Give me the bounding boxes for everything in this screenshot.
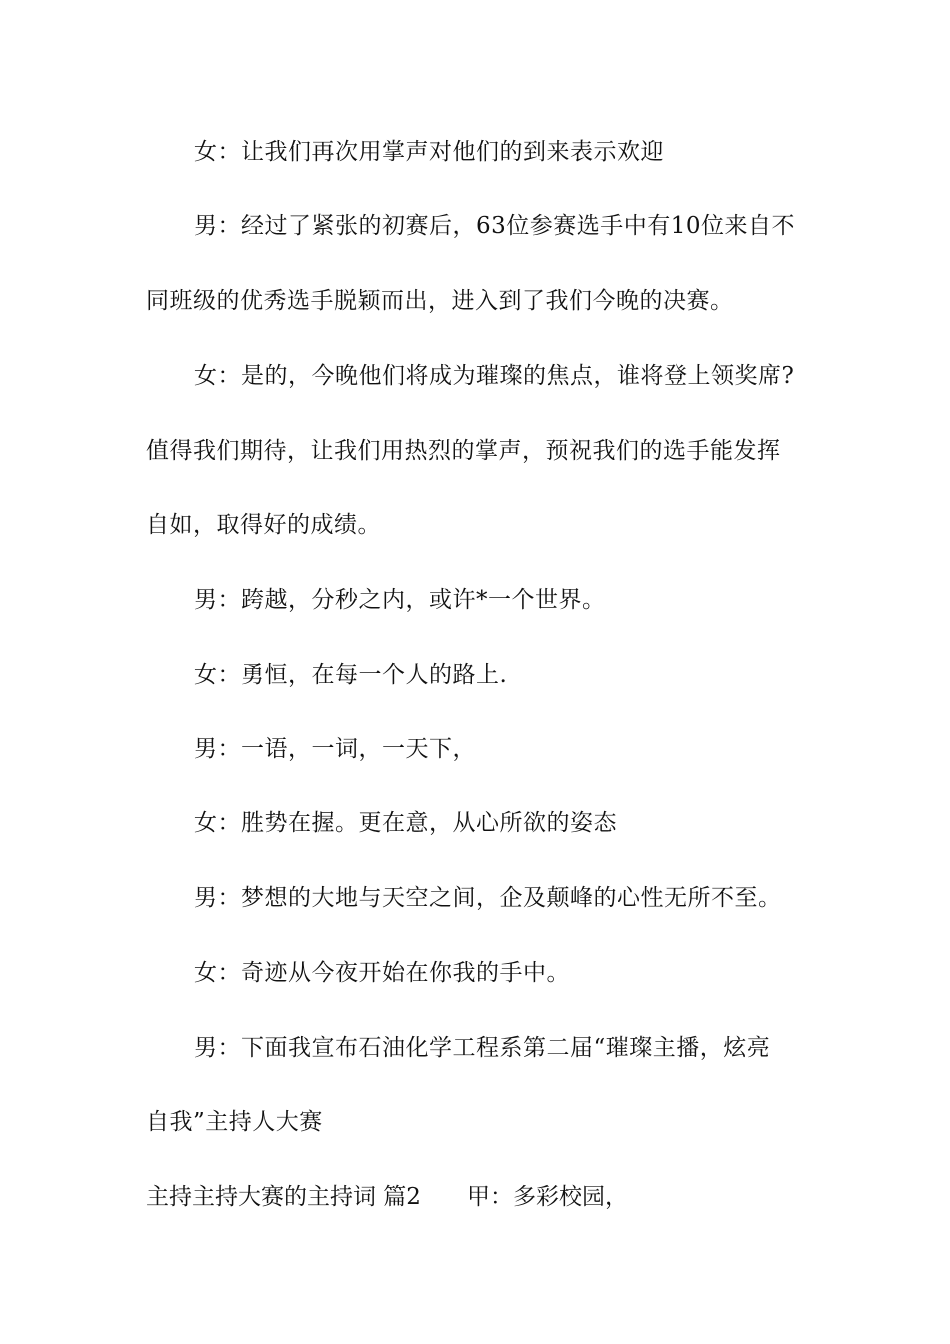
section-heading-row [146,1182,628,1212]
paragraph-line-4: 女：是的，今晚他们将成为璀璨的焦点，谁将登上领奖席? [194,363,795,389]
paragraph-line-10: 女：胜势在握。更在意，从心所欲的姿态 [194,810,617,836]
paragraph-line-6: 自如，取得好的成绩。 [146,512,381,538]
paragraph-line-8: 女：勇恒，在每一个人的路上. [194,662,508,688]
paragraph-line-13: 男：下面我宣布石油化学工程系第二届“璀璨主播，炫亮 [194,1035,771,1061]
section-first-line: 甲：多彩校园， [466,1184,628,1210]
paragraph-line-2: 男：经过了紧张的初赛后，63位参赛选手中有10位来自不 [194,213,796,239]
paragraph-line-7: 男：跨越，分秒之内，或许*一个世界。 [194,587,606,613]
paragraph-line-9: 男：一语，一词，一天下， [194,736,476,762]
paragraph-line-11: 男：梦想的大地与天空之间，企及颠峰的心性无所不至。 [194,885,782,911]
paragraph-line-12: 女：奇迹从今夜开始在你我的手中。 [194,960,570,986]
paragraph-line-14: 自我”主持人大赛 [146,1109,323,1135]
section-title: 主持主持大赛的主持词 篇2 [146,1184,421,1210]
paragraph-line-3: 同班级的优秀选手脱颖而出，进入到了我们今晚的决赛。 [146,288,734,314]
paragraph-line-1: 女：让我们再次用掌声对他们的到来表示欢迎 [194,139,664,165]
paragraph-line-5: 值得我们期待，让我们用热烈的掌声，预祝我们的选手能发挥 [146,438,781,464]
